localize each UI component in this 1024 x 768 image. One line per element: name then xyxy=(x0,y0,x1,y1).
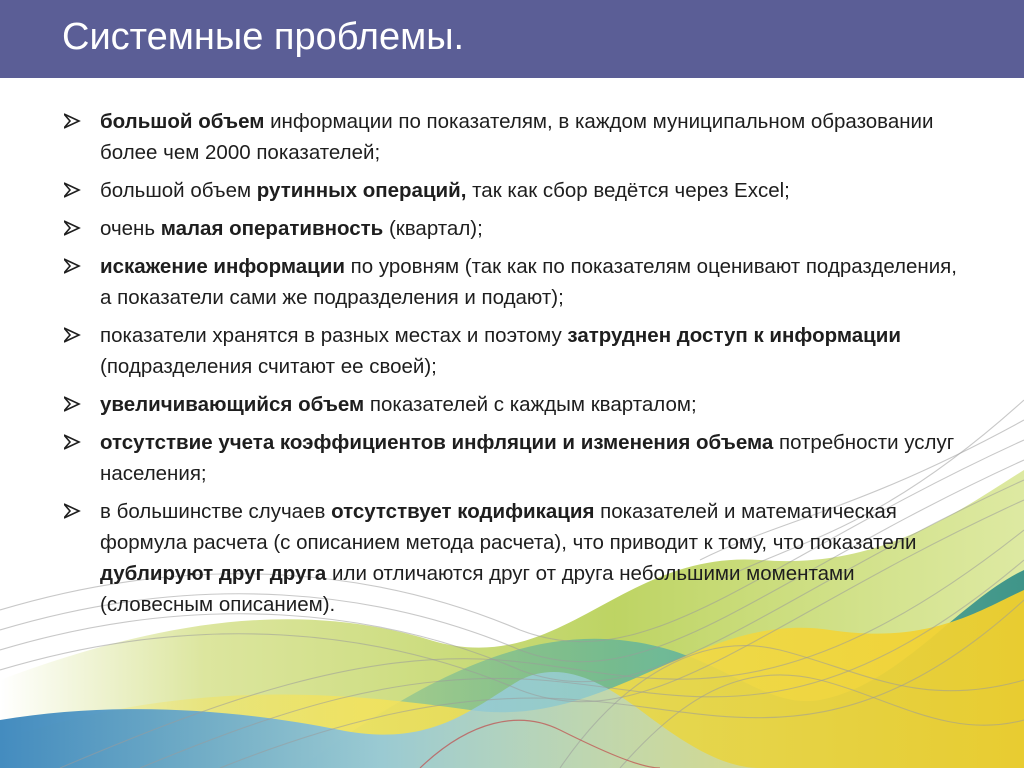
arrowhead-bullet-icon xyxy=(64,327,82,343)
bullet-text xyxy=(100,217,483,240)
arrowhead-bullet-icon xyxy=(64,220,82,236)
bullet-text-plain: очень xyxy=(100,217,161,240)
bullet-text xyxy=(100,431,954,485)
arrowhead-bullet-icon xyxy=(64,182,82,198)
arrowhead-bullet-icon xyxy=(64,258,82,274)
bullet-text-bold: рутинных операций, xyxy=(256,179,467,202)
bullet-text-plain: по уровням (так как по показателям оценивают подразделения, а показатели сами же подразделения и подают); xyxy=(100,255,957,309)
bullet-list xyxy=(62,106,972,627)
bullet-text-plain: большой объем xyxy=(100,179,257,202)
bullet-item xyxy=(62,320,972,382)
bullet-item xyxy=(62,106,972,168)
slide-title: Системные проблемы. xyxy=(62,16,465,58)
bullet-text-bold: отсутствует кодификация xyxy=(331,500,595,523)
bullet-text xyxy=(100,324,901,378)
bullet-text-bold: отсутствие учета коэффициентов инфляции и изменения объема xyxy=(100,431,774,454)
bullet-text-bold: дублируют друг друга xyxy=(100,562,327,585)
bullet-text xyxy=(100,500,916,616)
bullet-item xyxy=(62,251,972,313)
bullet-text-plain: или отличаются друг от друга небольшими моментами (словесным описанием). xyxy=(100,562,855,616)
bullet-text-bold: затруднен доступ к информации xyxy=(567,324,901,347)
bullet-text xyxy=(100,255,957,309)
bullet-text-plain: информации по показателям, в каждом муниципальном образовании более чем 2000 показателей; xyxy=(100,110,934,164)
arrowhead-bullet-icon xyxy=(64,113,82,129)
bullet-text-bold: увеличивающийся объем xyxy=(100,393,365,416)
bullet-item xyxy=(62,427,972,489)
arrowhead-bullet-icon xyxy=(64,503,82,519)
bullet-text-plain: показателей и математическая формула расчета (с описанием метода расчета), что приводит к тому, что показатели xyxy=(100,500,917,554)
bullet-item xyxy=(62,389,972,420)
bullet-text-plain: в большинстве случаев xyxy=(100,500,332,523)
bullet-text xyxy=(100,110,933,164)
bullet-text-plain: так как сбор ведётся через Excel; xyxy=(466,179,790,202)
bullet-item xyxy=(62,213,972,244)
bullet-item xyxy=(62,175,972,206)
bullet-text-bold: искажение информации xyxy=(100,255,345,278)
bullet-text-plain: потребности услуг населения; xyxy=(100,431,955,485)
bullet-text xyxy=(100,393,697,416)
bullet-item xyxy=(62,496,972,620)
bullet-text xyxy=(100,179,790,202)
bullet-text-plain: (подразделения считают ее своей); xyxy=(100,355,437,378)
bullet-text-plain: показателей с каждым кварталом; xyxy=(364,393,697,416)
arrowhead-bullet-icon xyxy=(64,396,82,412)
bullet-text-bold: малая оперативность xyxy=(160,217,384,240)
bullet-text-bold: большой объем xyxy=(100,110,265,133)
arrowhead-bullet-icon xyxy=(64,434,82,450)
bullet-text-plain: показатели хранятся в разных местах и поэтому xyxy=(100,324,568,347)
bullet-text-plain: (квартал); xyxy=(383,217,483,240)
